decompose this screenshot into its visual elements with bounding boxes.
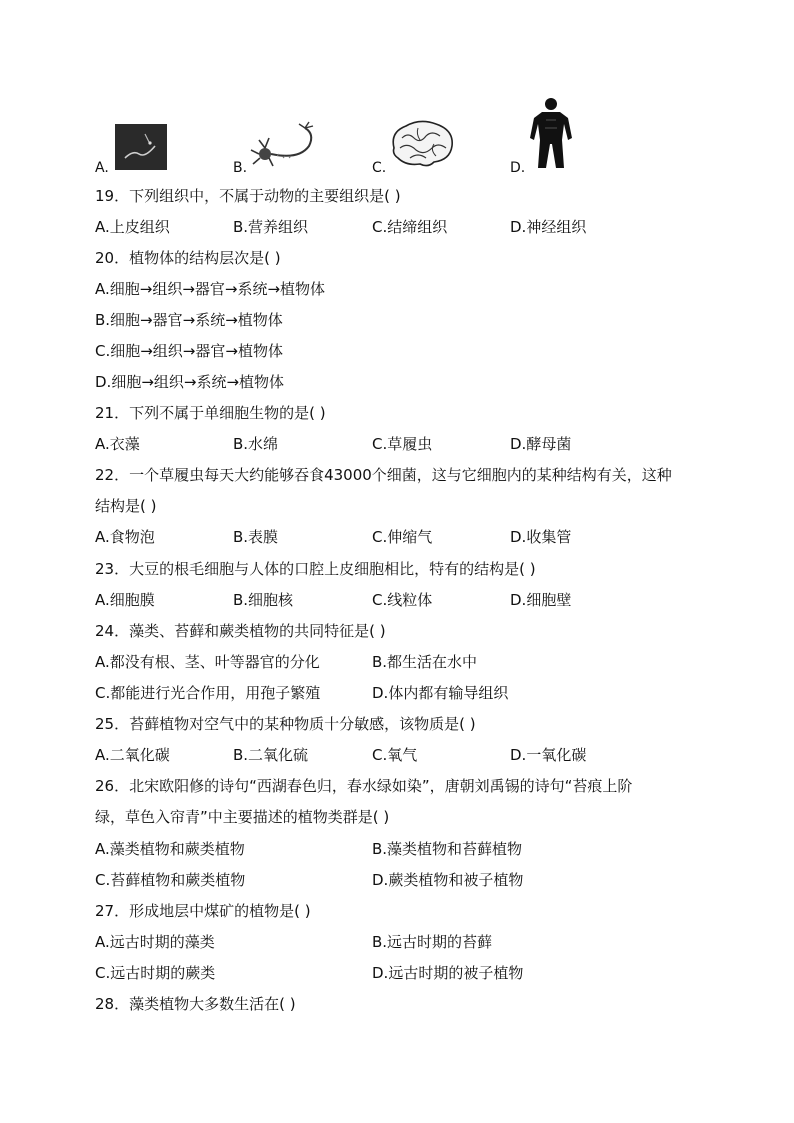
option-a[interactable]: A.二氧化碳 — [95, 746, 170, 764]
option-d[interactable]: D.收集管 — [510, 528, 572, 546]
option-a[interactable]: A.衣藻 — [95, 435, 140, 453]
option-label: C. — [372, 160, 387, 176]
option-b[interactable]: B.营养组织 — [233, 218, 309, 236]
option-d[interactable]: D.远古时期的被子植物 — [372, 964, 524, 982]
option-label: D. — [510, 160, 526, 176]
question-23-options — [95, 589, 705, 611]
option-a[interactable]: A.食物泡 — [95, 528, 155, 546]
question-22-stem-continued: 结构是( ) — [95, 497, 157, 515]
option-c[interactable]: C.线粒体 — [372, 591, 433, 609]
option-d[interactable]: D.细胞→组织→系统→植物体 — [95, 373, 285, 391]
option-a[interactable]: A.远古时期的藻类 — [95, 933, 215, 951]
option-a[interactable]: A.都没有根、茎、叶等器官的分化 — [95, 653, 320, 671]
question-22-options — [95, 526, 705, 548]
option-c[interactable]: C.结缔组织 — [372, 218, 448, 236]
option-c[interactable]: C.伸缩气 — [372, 528, 433, 546]
question-27-stem: 27．形成地层中煤矿的植物是( ) — [95, 902, 311, 920]
human-body-image — [524, 96, 578, 170]
option-b[interactable]: B.远古时期的苔藓 — [372, 933, 493, 951]
option-label: B. — [233, 160, 248, 176]
q18-option-a — [95, 100, 175, 176]
question-26-options-row2 — [95, 869, 705, 891]
question-26-options-row1 — [95, 838, 705, 860]
option-b[interactable]: B.细胞核 — [233, 591, 294, 609]
option-b[interactable]: B.藻类植物和苔藓植物 — [372, 840, 523, 858]
option-label: A. — [95, 160, 109, 176]
option-a[interactable]: A.细胞膜 — [95, 591, 155, 609]
option-d[interactable]: D.细胞壁 — [510, 591, 572, 609]
microscope-specimen-image — [115, 124, 167, 170]
question-27-options-row2 — [95, 962, 705, 984]
question-23-stem: 23．大豆的根毛细胞与人体的口腔上皮细胞相比，特有的结构是( ) — [95, 560, 536, 578]
neuron-cell-image — [249, 120, 321, 170]
question-21-options — [95, 433, 705, 455]
option-d[interactable]: D.神经组织 — [510, 218, 587, 236]
q18-option-d — [510, 100, 610, 176]
option-c[interactable]: C.草履虫 — [372, 435, 433, 453]
question-26-stem-continued: 绿，草色入帘青”中主要描述的植物类群是( ) — [95, 808, 390, 826]
option-d[interactable]: D.蕨类植物和被子植物 — [372, 871, 524, 889]
question-26-stem: 26．北宋欧阳修的诗句“西湖春色归，春水绿如染”，唐朝刘禹锡的诗句“苔痕上阶 — [95, 777, 633, 795]
question-19-stem: 19．下列组织中，不属于动物的主要组织是( ) — [95, 187, 401, 205]
question-28-stem: 28．藻类植物大多数生活在( ) — [95, 995, 296, 1013]
question-24-options-row2 — [95, 682, 705, 704]
option-d[interactable]: D.体内都有输导组织 — [372, 684, 509, 702]
option-d[interactable]: D.酵母菌 — [510, 435, 572, 453]
option-c[interactable]: C.远古时期的蕨类 — [95, 964, 216, 982]
question-22-stem: 22．一个草履虫每天大约能够吞食43000个细菌，这与它细胞内的某种结构有关，这种 — [95, 466, 672, 484]
question-24-options-row1 — [95, 651, 705, 673]
question-24-stem: 24．藻类、苔藓和蕨类植物的共同特征是( ) — [95, 622, 386, 640]
question-20-stem: 20．植物体的结构层次是( ) — [95, 249, 281, 267]
q18-option-c — [372, 100, 472, 176]
option-a[interactable]: A.藻类植物和蕨类植物 — [95, 840, 245, 858]
question-25-options — [95, 744, 705, 766]
option-c[interactable]: C.苔藓植物和蕨类植物 — [95, 871, 246, 889]
option-a[interactable]: A.细胞→组织→器官→系统→植物体 — [95, 280, 326, 298]
option-c[interactable]: C.氧气 — [372, 746, 418, 764]
question-21-stem: 21．下列不属于单细胞生物的是( ) — [95, 404, 326, 422]
option-b[interactable]: B.水绵 — [233, 435, 279, 453]
option-d[interactable]: D.一氧化碳 — [510, 746, 587, 764]
brain-image — [388, 118, 458, 170]
q18-option-b — [233, 100, 333, 176]
q18-image-options — [95, 100, 715, 176]
question-27-options-row1 — [95, 931, 705, 953]
option-c[interactable]: C.都能进行光合作用，用孢子繁殖 — [95, 684, 321, 702]
option-b[interactable]: B.二氧化硫 — [233, 746, 309, 764]
question-25-stem: 25．苔藓植物对空气中的某种物质十分敏感，该物质是( ) — [95, 715, 476, 733]
option-c[interactable]: C.细胞→组织→器官→植物体 — [95, 342, 283, 360]
option-b[interactable]: B.细胞→器官→系统→植物体 — [95, 311, 283, 329]
option-b[interactable]: B.表膜 — [233, 528, 279, 546]
question-19-options — [95, 216, 705, 238]
option-a[interactable]: A.上皮组织 — [95, 218, 170, 236]
option-b[interactable]: B.都生活在水中 — [372, 653, 478, 671]
